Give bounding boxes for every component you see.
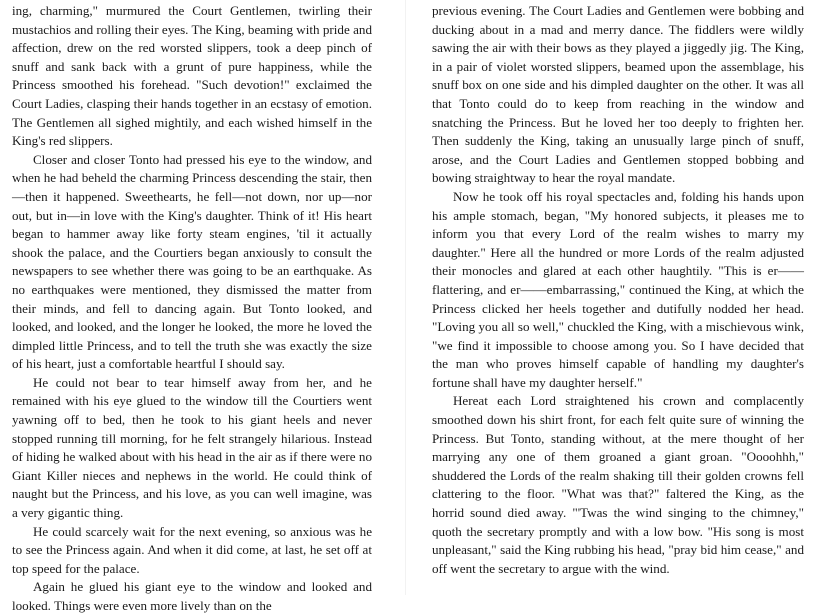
paragraph: Closer and closer Tonto had pressed his eye to the window, and when he had beheld the charming Princess descending the stair, then—then it happened. Sweethearts, he fell—not down, nor up—nor out, but in—in love with the King's daughter. Think of it! His heart began to hammer away like forty steam engines, 'til it actually shook the palace, and the Courtiers began anxiously to consult the newspapers to see whether there was going to be an earthquake. As no earthquakes were mentioned, they dismissed the matter from their minds, and fell to dancing again. But Tonto looked, and looked, and looked, and the longer he looked, the more he loved the dimpled little Princess, and to tell the truth she was exactly the size of his heart, just a comfortable heartful I should say.: [12, 151, 372, 372]
page-gutter: [405, 0, 406, 595]
paragraph: Again he glued his giant eye to the window and looked and looked. Things were even more lively than on the: [12, 579, 372, 613]
right-page: [432, 2, 804, 578]
paragraph: previous evening. The Court Ladies and Gentlemen were bobbing and ducking about in a mad and merry dance. The fiddlers were wildly sawing the air with their bows as they played a jiggedly jig. The King, in a pair of violet worsted slippers, beamed upon the assemblage, his snuff box on one side and his dimpled daughter on the other. It was all that Tonto could do to keep from reaching in the window and snatching the Princess. But he loved her too deeply to frighten her. Then suddenly the King, taking an unusually large pinch of snuff, arose, and the Court Ladies and Gentlemen stopped bobbing and bowing straightway to hear the royal mandate.: [432, 3, 804, 186]
left-page: [12, 2, 372, 616]
paragraph: He could not bear to tear himself away from her, and he remained with his eye glued to the window till the Courtiers went yawning off to bed, then he took to his giant heels and never stopped running till morning, for he felt strangely hilarious. Instead of hiding he walked about with his head in the air as if there were no Giant Killer nieces and nephews in the world. He could think of naught but the Princess, and his love, as you can well imagine, was a very gigantic thing.: [12, 374, 372, 521]
paragraph: Hereat each Lord straightened his crown and complacently smoothed down his shirt front, for each felt quite sure of winning the Princess. But Tonto, standing without, at the mere thought of her marrying any one of them groaned a giant groan. "Oooohhh," shuddered the Lords of the realm shaking till their golden crowns fell clattering to the floor. "What was that?" faltered the King, as the horrid sound died away. "'Twas the wind singing to the chimney," quoth the secretary promptly and with a low bow. "His song is most unpleasant," said the King rubbing his head, "pray bid him cease," and off went the secretary to argue with the wind.: [432, 393, 804, 576]
paragraph: He could scarcely wait for the next evening, so anxious was he to see the Princess again. And when it did come, at last, he set off at top speed for the palace.: [12, 523, 372, 576]
paragraph: Now he took off his royal spectacles and, folding his hands upon his ample stomach, began, "My honored subjects, it pleases me to inform you that every Lord of the realm wishes to marry my daughter." Here all the hundred or more Lords of the realm adjusted their monocles and glared at each other haughtily. "This is er——flattering, and er——embarrassing," continued the King, at which the Princess clicked her heels together and dutifully nodded her head. "Loving you all so well," chuckled the King, with a mischievous wink, "we find it impossible to choose among you. So I have decided that the man who proves himself capable of handling my daughter's fortune shall have my daughter herself.": [432, 188, 804, 390]
paragraph: ing, charming," murmured the Court Gentlemen, twirling their mustachios and rolling their eyes. The King, beaming with pride and affection, drew on the red worsted slippers, took a deep pinch of snuff and sank back with a grunt of pure happiness, while the Princess smoothed his forehead. "Such devotion!" exclaimed the Court Ladies, clasping their hands together in an ecstasy of emotion. The Gentlemen all sighed mightily, and each wished himself in the King's red slippers.: [12, 3, 372, 149]
